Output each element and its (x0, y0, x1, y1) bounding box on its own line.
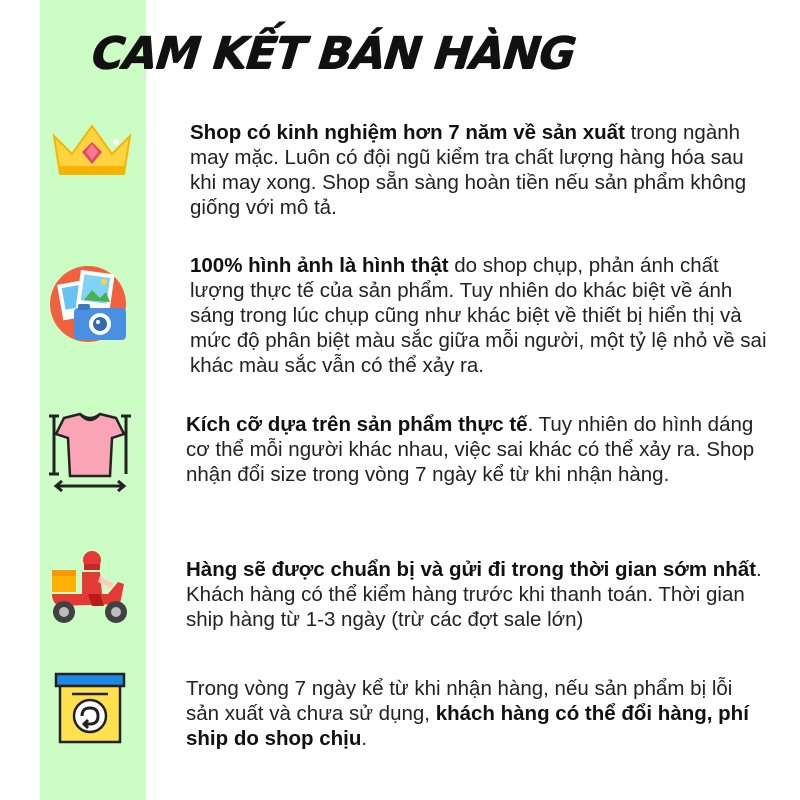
left-margin (0, 0, 40, 800)
page-title: CAM KẾT BÁN HÀNG (89, 28, 578, 79)
item-4-bold: Hàng sẽ được chuẩn bị và gửi đi trong thời gian sớm nhất (186, 558, 757, 581)
camera-photo-icon (48, 262, 132, 346)
crown-icon (50, 110, 134, 194)
item-1-rest: trong ngành may mặc. Luôn có đội ngũ kiểm tra chất lượng hàng hóa sau khi may xong. Shop sẵn sàng hoàn tiền nếu sản phẩm không giống với mô tả. (190, 121, 747, 219)
item-3-bold: Kích cỡ dựa trên sản phẩm thực tế (186, 413, 528, 436)
item-2-rest: do shop chụp, phản ánh chất lượng thực tế của sản phẩm. Tuy nhiên do khác biệt về ánh sáng trong lúc chụp cũng như khác biệt về thiết bị hiển thị và mức độ phân biệt màu sắc giữa mỗi người, một tỷ lệ nhỏ về sai khác màu sắc vẫn có thể xảy ra. (190, 254, 767, 377)
item-3-rest: . Tuy nhiên do hình dáng cơ thể mỗi người khác nhau, việc sai khác có thể xảy ra. Shop nhận đổi size trong vòng 7 ngày kể từ khi nhận hàng. (186, 413, 755, 486)
item-5-rest: . (361, 727, 368, 750)
item-5-text (186, 676, 766, 751)
tshirt-size-icon (48, 410, 132, 494)
item-4-rest: . Khách hàng có thể kiểm hàng trước khi thanh toán. Thời gian ship hàng từ 1-3 ngày (trừ các đợt sale lớn) (186, 558, 762, 631)
item-5-lead: Trong vòng 7 ngày kể từ khi nhận hàng, nếu sản phẩm bị lỗi sản xuất và chưa sử dụng, (186, 677, 733, 725)
return-box-icon (52, 670, 136, 754)
item-1-bold: Shop có kinh nghiệm hơn 7 năm về sản xuất (190, 121, 625, 144)
item-1-text (190, 120, 770, 220)
item-2-text (190, 253, 770, 378)
item-4-text (186, 557, 766, 632)
delivery-scooter-icon (48, 548, 132, 632)
item-3-text (186, 412, 766, 487)
item-2-bold: 100% hình ảnh là hình thật (190, 254, 449, 277)
item-5-bold: khách hàng có thể đổi hàng, phí ship do shop chịu (186, 702, 749, 750)
